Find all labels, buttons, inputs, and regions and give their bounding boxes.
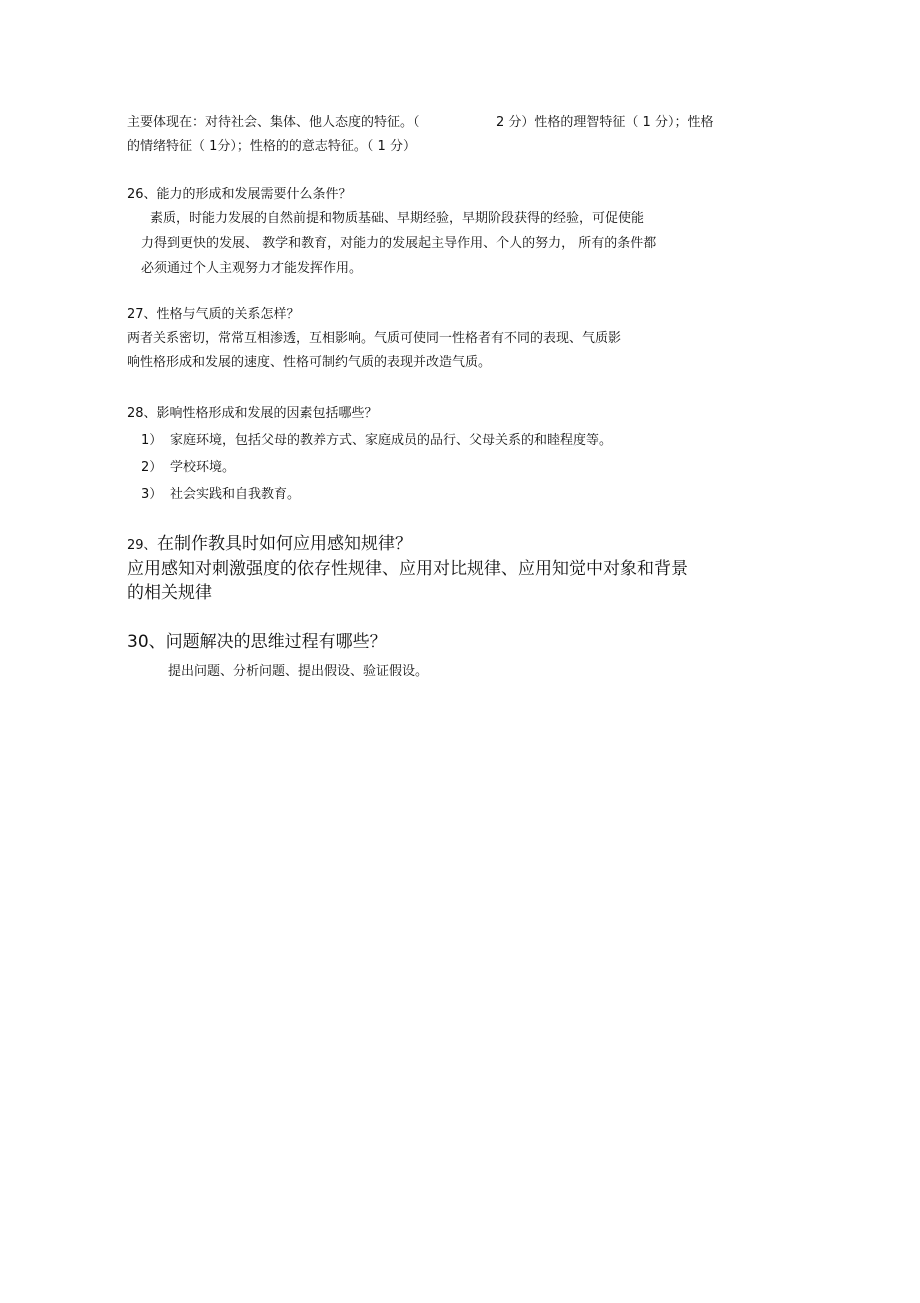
q29-answer-line-2: 的相关规律 <box>127 583 212 603</box>
q27-answer-line-2: 响性格形成和发展的速度、性格可制约气质的表现并改造气质。 <box>127 355 492 370</box>
q28-item-3-text: 社会实践和自我教育。 <box>170 487 301 502</box>
q28-question: 28、影响性格形成和发展的因素包括哪些？ <box>127 406 378 421</box>
q25-line1-part1: 主要体现在：对待社会、集体、他人态度的特征。（ <box>127 115 420 130</box>
q28-item-1-text: 家庭环境，包括父母的教养方式、家庭成员的品行、父母关系的和睦程度等。 <box>170 433 613 448</box>
q28-item-2-number: 2） <box>141 460 163 475</box>
q30-question: 30、问题解决的思维过程有哪些？ <box>127 632 387 652</box>
q25-line2: 的情绪特征（ 1分）；性格的的意志特征。（ 1 分） <box>127 139 416 154</box>
q29-number: 29、 <box>127 538 157 553</box>
q29-answer-line-1: 应用感知对刺激强度的依存性规律、应用对比规律、应用知觉中对象和背景 <box>127 559 688 579</box>
q27-answer-line-1: 两者关系密切，常常互相渗透，互相影响。气质可使同一性格者有不同的表现、气质影 <box>127 331 622 346</box>
q28-item-2-text: 学校环境。 <box>170 460 236 475</box>
q26-question: 26、能力的形成和发展需要什么条件？ <box>127 187 352 202</box>
q28-item-1-number: 1） <box>141 433 163 448</box>
q26-answer-line-3: 必须通过个人主观努力才能发挥作用。 <box>141 261 363 276</box>
q25-line1-part2: 2 分）性格的理智特征（ 1 分）；性格 <box>496 115 714 130</box>
q26-answer-line-2: 力得到更快的发展、 教学和教育，对能力的发展起主导作用、个人的努力， 所有的条件都 <box>141 236 657 251</box>
q26-answer-line-1: 素质，时能力发展的自然前提和物质基础、早期经验，早期阶段获得的经验，可促使能 <box>150 211 645 226</box>
q30-answer: 提出问题、分析问题、提出假设、验证假设。 <box>168 664 429 679</box>
q28-item-3-number: 3） <box>141 487 163 502</box>
q29-question: 在制作教具时如何应用感知规律？ <box>157 534 412 554</box>
q27-question: 27、性格与气质的关系怎样？ <box>127 307 300 322</box>
